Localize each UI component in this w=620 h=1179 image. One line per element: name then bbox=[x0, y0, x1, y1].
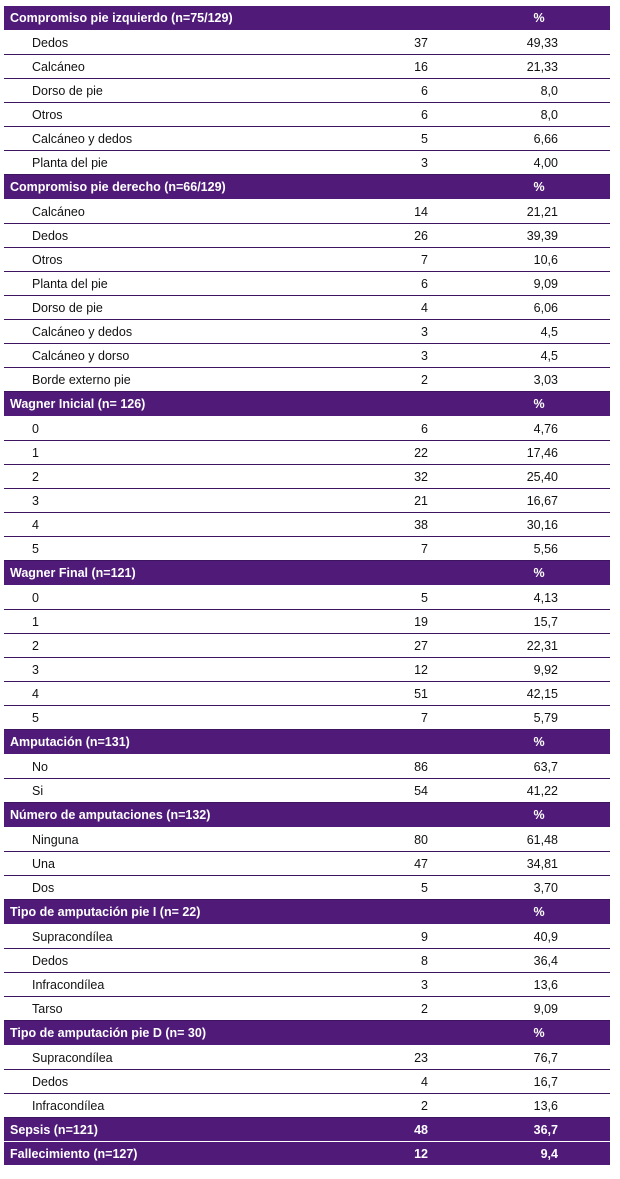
table-row bbox=[4, 79, 610, 103]
row-count: 3 bbox=[338, 973, 468, 997]
row-percent: 13,6 bbox=[468, 1094, 610, 1118]
row-percent: 8,0 bbox=[468, 103, 610, 127]
row-count: 21 bbox=[338, 489, 468, 513]
table-row bbox=[4, 55, 610, 79]
row-label: Calcáneo bbox=[4, 55, 338, 79]
row-percent: 3,03 bbox=[468, 368, 610, 392]
row-count: 6 bbox=[338, 79, 468, 103]
row-label: Infracondílea bbox=[4, 973, 338, 997]
table-row bbox=[4, 973, 610, 997]
row-count: 22 bbox=[338, 441, 468, 465]
row-count: 2 bbox=[338, 1094, 468, 1118]
row-label: Calcáneo bbox=[4, 200, 338, 224]
row-percent: 6,66 bbox=[468, 127, 610, 151]
table-body bbox=[4, 6, 610, 1166]
row-percent: 36,4 bbox=[468, 949, 610, 973]
row-label: 3 bbox=[4, 489, 338, 513]
row-count: 8 bbox=[338, 949, 468, 973]
row-label: Borde externo pie bbox=[4, 368, 338, 392]
table-row bbox=[4, 441, 610, 465]
percent-header: % bbox=[468, 392, 610, 417]
row-label: Planta del pie bbox=[4, 272, 338, 296]
row-percent: 9,09 bbox=[468, 272, 610, 296]
row-count: 3 bbox=[338, 151, 468, 175]
table-row bbox=[4, 997, 610, 1021]
row-count: 47 bbox=[338, 852, 468, 876]
row-percent: 63,7 bbox=[468, 755, 610, 779]
row-count: 54 bbox=[338, 779, 468, 803]
row-count: 6 bbox=[338, 417, 468, 441]
summary-label: Sepsis (n=121) bbox=[4, 1118, 338, 1142]
table-row bbox=[4, 248, 610, 272]
summary-percent: 9,4 bbox=[468, 1142, 610, 1166]
row-percent: 4,00 bbox=[468, 151, 610, 175]
table-row bbox=[4, 658, 610, 682]
row-label: 4 bbox=[4, 682, 338, 706]
percent-header: % bbox=[468, 561, 610, 586]
row-label: 4 bbox=[4, 513, 338, 537]
section-title: Wagner Final (n=121) bbox=[4, 561, 468, 586]
row-label: Otros bbox=[4, 248, 338, 272]
row-percent: 39,39 bbox=[468, 224, 610, 248]
row-count: 3 bbox=[338, 344, 468, 368]
table-row bbox=[4, 610, 610, 634]
section-header-row bbox=[4, 730, 610, 755]
row-label: Planta del pie bbox=[4, 151, 338, 175]
summary-percent: 36,7 bbox=[468, 1118, 610, 1142]
section-title: Compromiso pie derecho (n=66/129) bbox=[4, 175, 468, 200]
table-row bbox=[4, 489, 610, 513]
row-percent: 41,22 bbox=[468, 779, 610, 803]
section-title: Tipo de amputación pie I (n= 22) bbox=[4, 900, 468, 925]
row-count: 80 bbox=[338, 828, 468, 852]
row-percent: 15,7 bbox=[468, 610, 610, 634]
row-count: 4 bbox=[338, 296, 468, 320]
row-count: 16 bbox=[338, 55, 468, 79]
table-row bbox=[4, 1046, 610, 1070]
summary-label: Fallecimiento (n=127) bbox=[4, 1142, 338, 1166]
row-label: 0 bbox=[4, 417, 338, 441]
summary-row bbox=[4, 1142, 610, 1166]
row-percent: 5,79 bbox=[468, 706, 610, 730]
row-percent: 21,21 bbox=[468, 200, 610, 224]
row-count: 26 bbox=[338, 224, 468, 248]
row-percent: 4,5 bbox=[468, 344, 610, 368]
row-label: Dedos bbox=[4, 31, 338, 55]
row-count: 6 bbox=[338, 103, 468, 127]
row-percent: 9,09 bbox=[468, 997, 610, 1021]
table-row bbox=[4, 1094, 610, 1118]
row-count: 4 bbox=[338, 1070, 468, 1094]
section-title: Amputación (n=131) bbox=[4, 730, 468, 755]
row-label: 3 bbox=[4, 658, 338, 682]
table-row bbox=[4, 779, 610, 803]
row-percent: 22,31 bbox=[468, 634, 610, 658]
section-header-row bbox=[4, 1021, 610, 1046]
row-label: Dos bbox=[4, 876, 338, 900]
table-row bbox=[4, 537, 610, 561]
table-row bbox=[4, 224, 610, 248]
row-count: 5 bbox=[338, 127, 468, 151]
row-count: 51 bbox=[338, 682, 468, 706]
row-label: 1 bbox=[4, 610, 338, 634]
row-label: Supracondílea bbox=[4, 925, 338, 949]
row-percent: 4,76 bbox=[468, 417, 610, 441]
summary-count: 48 bbox=[338, 1118, 468, 1142]
table-row bbox=[4, 634, 610, 658]
table-row bbox=[4, 368, 610, 392]
section-header-row bbox=[4, 561, 610, 586]
row-percent: 8,0 bbox=[468, 79, 610, 103]
percent-header: % bbox=[468, 6, 610, 31]
row-count: 14 bbox=[338, 200, 468, 224]
row-label: Dorso de pie bbox=[4, 79, 338, 103]
section-header-row bbox=[4, 900, 610, 925]
row-label: Calcáneo y dorso bbox=[4, 344, 338, 368]
table-row bbox=[4, 949, 610, 973]
section-header-row bbox=[4, 6, 610, 31]
row-label: 0 bbox=[4, 586, 338, 610]
row-label: Calcáneo y dedos bbox=[4, 127, 338, 151]
row-label: Tarso bbox=[4, 997, 338, 1021]
row-label: Dedos bbox=[4, 224, 338, 248]
table-row bbox=[4, 127, 610, 151]
summary-count: 12 bbox=[338, 1142, 468, 1166]
row-label: Otros bbox=[4, 103, 338, 127]
row-count: 9 bbox=[338, 925, 468, 949]
row-label: 2 bbox=[4, 634, 338, 658]
row-count: 2 bbox=[338, 368, 468, 392]
table-row bbox=[4, 1070, 610, 1094]
row-percent: 16,7 bbox=[468, 1070, 610, 1094]
row-label: 1 bbox=[4, 441, 338, 465]
percent-header: % bbox=[468, 175, 610, 200]
row-label: Dedos bbox=[4, 949, 338, 973]
row-percent: 40,9 bbox=[468, 925, 610, 949]
row-percent: 49,33 bbox=[468, 31, 610, 55]
section-header-row bbox=[4, 803, 610, 828]
row-label: Supracondílea bbox=[4, 1046, 338, 1070]
row-percent: 34,81 bbox=[468, 852, 610, 876]
table-row bbox=[4, 296, 610, 320]
table-row bbox=[4, 682, 610, 706]
row-count: 27 bbox=[338, 634, 468, 658]
row-percent: 3,70 bbox=[468, 876, 610, 900]
row-percent: 10,6 bbox=[468, 248, 610, 272]
table-row bbox=[4, 417, 610, 441]
section-title: Número de amputaciones (n=132) bbox=[4, 803, 468, 828]
row-count: 5 bbox=[338, 586, 468, 610]
section-title: Tipo de amputación pie D (n= 30) bbox=[4, 1021, 468, 1046]
row-count: 32 bbox=[338, 465, 468, 489]
row-label: Una bbox=[4, 852, 338, 876]
row-label: 5 bbox=[4, 706, 338, 730]
row-percent: 6,06 bbox=[468, 296, 610, 320]
row-count: 37 bbox=[338, 31, 468, 55]
table-row bbox=[4, 852, 610, 876]
table-row bbox=[4, 586, 610, 610]
row-label: Dorso de pie bbox=[4, 296, 338, 320]
percent-header: % bbox=[468, 1021, 610, 1046]
row-percent: 4,5 bbox=[468, 320, 610, 344]
table-row bbox=[4, 31, 610, 55]
row-percent: 76,7 bbox=[468, 1046, 610, 1070]
table-row bbox=[4, 344, 610, 368]
section-header-row bbox=[4, 392, 610, 417]
section-header-row bbox=[4, 175, 610, 200]
row-count: 3 bbox=[338, 320, 468, 344]
table-row bbox=[4, 320, 610, 344]
table-row bbox=[4, 706, 610, 730]
row-percent: 4,13 bbox=[468, 586, 610, 610]
section-title: Compromiso pie izquierdo (n=75/129) bbox=[4, 6, 468, 31]
row-count: 2 bbox=[338, 997, 468, 1021]
row-percent: 25,40 bbox=[468, 465, 610, 489]
row-count: 23 bbox=[338, 1046, 468, 1070]
row-percent: 42,15 bbox=[468, 682, 610, 706]
summary-row bbox=[4, 1118, 610, 1142]
row-percent: 21,33 bbox=[468, 55, 610, 79]
table-row bbox=[4, 272, 610, 296]
table-row bbox=[4, 151, 610, 175]
table-row bbox=[4, 925, 610, 949]
table-row bbox=[4, 200, 610, 224]
row-count: 6 bbox=[338, 272, 468, 296]
table-row bbox=[4, 828, 610, 852]
table-row bbox=[4, 513, 610, 537]
row-label: Si bbox=[4, 779, 338, 803]
row-label: Infracondílea bbox=[4, 1094, 338, 1118]
row-count: 38 bbox=[338, 513, 468, 537]
table-row bbox=[4, 465, 610, 489]
row-percent: 13,6 bbox=[468, 973, 610, 997]
row-percent: 9,92 bbox=[468, 658, 610, 682]
row-percent: 5,56 bbox=[468, 537, 610, 561]
percent-header: % bbox=[468, 803, 610, 828]
table-row bbox=[4, 103, 610, 127]
row-count: 86 bbox=[338, 755, 468, 779]
table-row bbox=[4, 876, 610, 900]
row-label: No bbox=[4, 755, 338, 779]
row-count: 7 bbox=[338, 248, 468, 272]
results-table bbox=[4, 6, 610, 1166]
percent-header: % bbox=[468, 730, 610, 755]
row-label: Dedos bbox=[4, 1070, 338, 1094]
row-count: 5 bbox=[338, 876, 468, 900]
percent-header: % bbox=[468, 900, 610, 925]
row-count: 7 bbox=[338, 706, 468, 730]
row-label: 2 bbox=[4, 465, 338, 489]
row-label: Calcáneo y dedos bbox=[4, 320, 338, 344]
row-label: Ninguna bbox=[4, 828, 338, 852]
row-count: 12 bbox=[338, 658, 468, 682]
row-count: 19 bbox=[338, 610, 468, 634]
row-count: 7 bbox=[338, 537, 468, 561]
row-percent: 16,67 bbox=[468, 489, 610, 513]
row-percent: 30,16 bbox=[468, 513, 610, 537]
section-title: Wagner Inicial (n= 126) bbox=[4, 392, 468, 417]
row-label: 5 bbox=[4, 537, 338, 561]
table-row bbox=[4, 755, 610, 779]
row-percent: 17,46 bbox=[468, 441, 610, 465]
row-percent: 61,48 bbox=[468, 828, 610, 852]
